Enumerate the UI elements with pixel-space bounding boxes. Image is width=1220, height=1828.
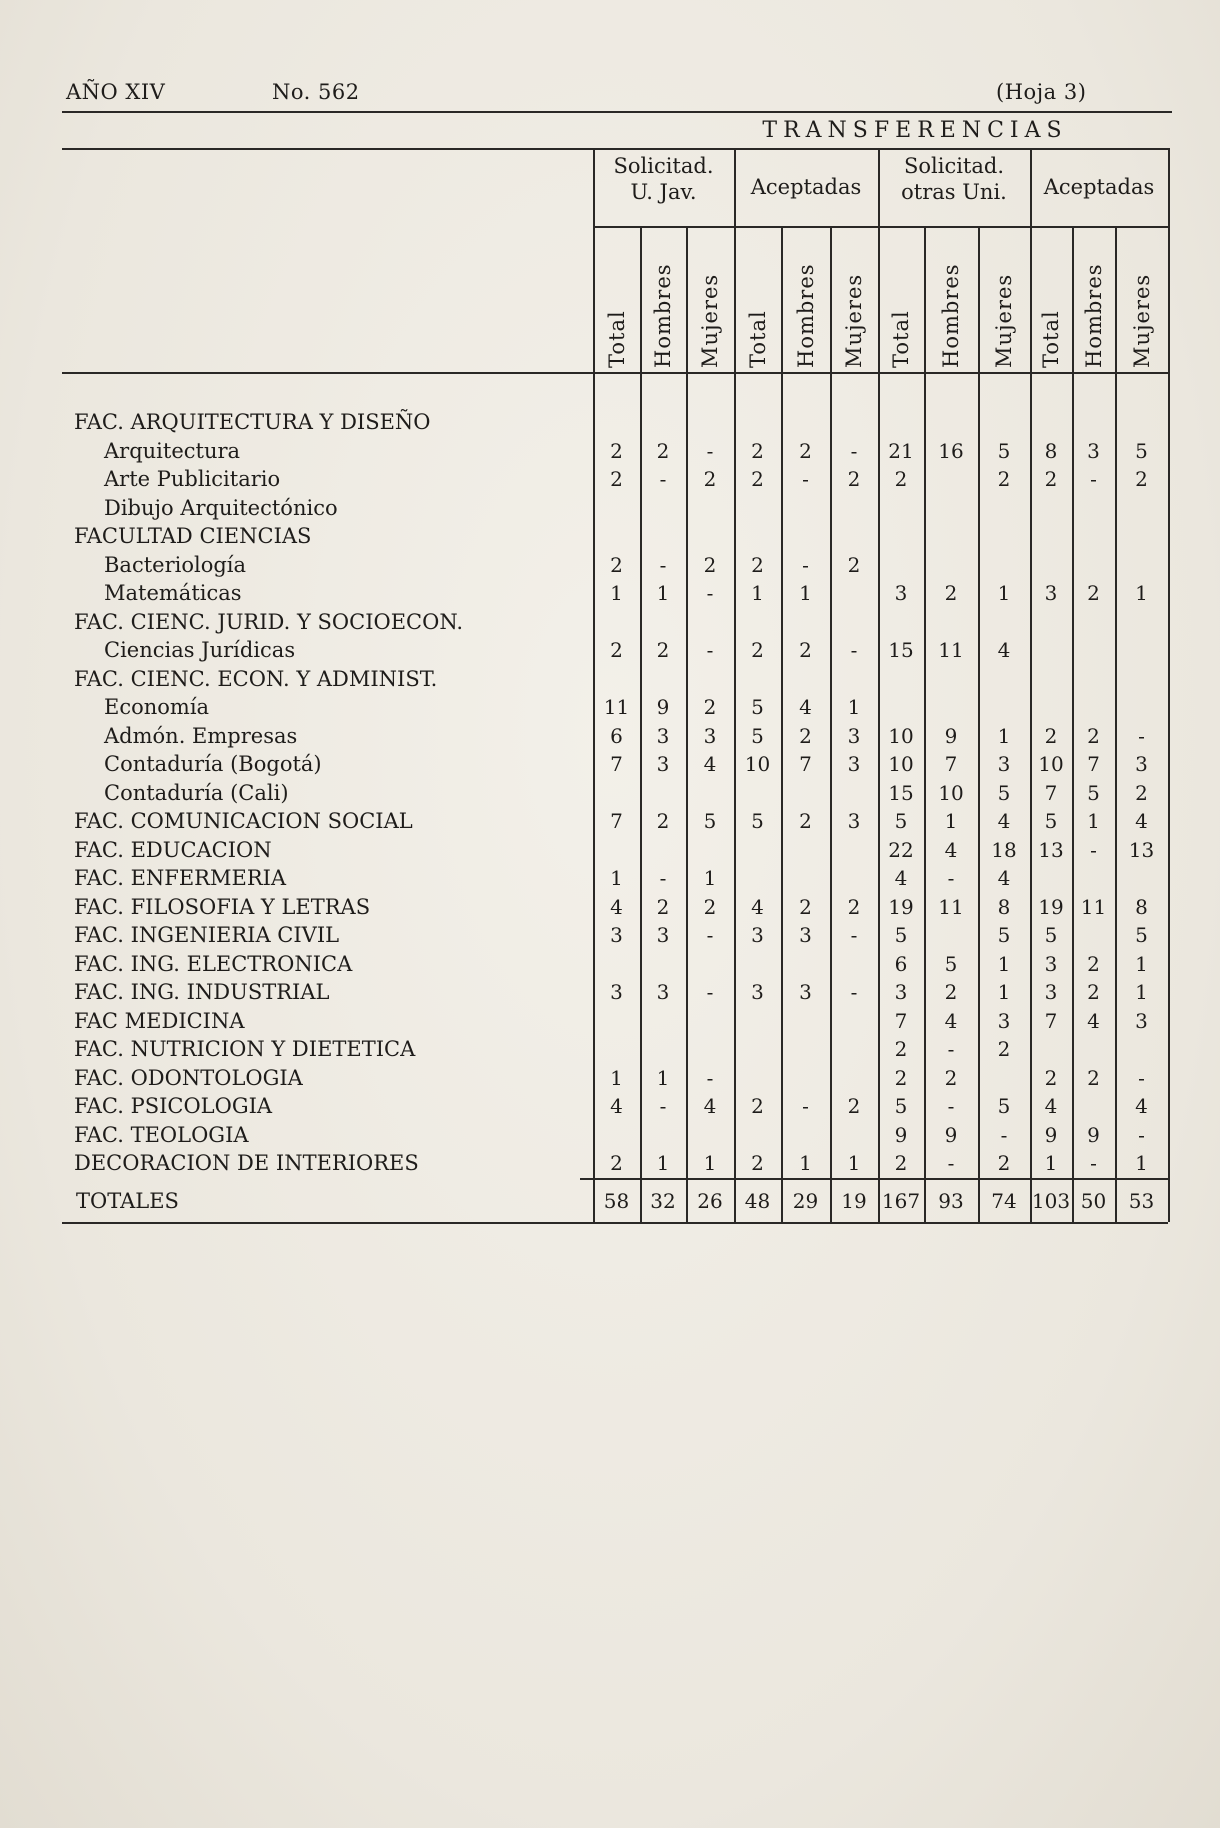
table-cell: - (706, 581, 714, 605)
table-cell: 11 (1080, 894, 1107, 919)
table-cell: 4 (1135, 1094, 1148, 1118)
table-cell: 4 (1087, 1008, 1100, 1033)
table-cell: 2 (847, 1094, 861, 1118)
table-cell: 1 (997, 723, 1011, 748)
table-cell: 3 (799, 980, 812, 1004)
table-cell: 1 (656, 1151, 670, 1175)
faculty-label: FAC MEDICINA (74, 1008, 245, 1033)
table-cell: 1 (1135, 980, 1148, 1004)
table-cell: 3 (656, 923, 670, 947)
table-cell: 10 (744, 752, 771, 776)
table-cell: 3 (997, 752, 1011, 776)
table-cell: 4 (703, 752, 717, 776)
table-cell: 2 (894, 1151, 908, 1175)
totals-cell: 50 (1080, 1189, 1107, 1213)
table-cell: 2 (751, 552, 764, 577)
table-cell: 2 (656, 438, 670, 463)
table-cell: 2 (997, 1151, 1011, 1175)
program-label: Contaduría (Cali) (104, 780, 289, 805)
table-cell: 1 (799, 581, 812, 605)
table-cell: 9 (894, 1122, 908, 1147)
subcolumn-header: Total (1039, 310, 1063, 368)
table-cell: 7 (610, 752, 623, 776)
table-cell: 2 (610, 552, 623, 577)
table-cell: 10 (888, 752, 914, 776)
table-cell: 5 (751, 695, 764, 719)
table-cell: 2 (751, 638, 764, 662)
table-cell: 2 (703, 467, 717, 491)
table-cell: 2 (703, 695, 717, 719)
table-cell: 2 (751, 438, 764, 463)
table-cell: 19 (888, 894, 914, 919)
faculty-label: FAC. ARQUITECTURA Y DISEÑO (74, 410, 431, 434)
table-cell: 9 (656, 695, 670, 719)
table-cell: - (1000, 1122, 1008, 1147)
table-cell: 2 (799, 894, 812, 919)
table-cell: 10 (938, 780, 964, 805)
table-cell: 1 (610, 581, 623, 605)
program-label: Admón. Empresas (104, 723, 298, 748)
totals-cell: 167 (881, 1189, 921, 1213)
table-cell: 1 (944, 809, 958, 833)
sheet-label: (Hoja 3) (996, 80, 1087, 104)
table-cell: 5 (944, 951, 958, 976)
table-cell: 2 (847, 894, 861, 919)
table-cell: - (802, 552, 809, 577)
table-cell: - (947, 866, 955, 890)
table-cell: - (850, 923, 858, 947)
table-cell: 2 (1044, 467, 1058, 491)
table-cell: 7 (610, 809, 623, 833)
table-cell: 2 (894, 1037, 908, 1061)
totals-cell: 103 (1031, 1189, 1071, 1213)
column-divider (781, 226, 783, 1222)
faculty-label: FAC. ING. ELECTRONICA (74, 951, 353, 976)
table-cell: 5 (894, 1094, 908, 1118)
table-cell: 11 (938, 894, 964, 919)
subcolumn-header: Hombres (1081, 263, 1106, 368)
table-cell: - (947, 1037, 955, 1061)
table-cell: 8 (1135, 894, 1148, 919)
table-cell: 19 (1038, 894, 1064, 919)
table-cell: 3 (997, 1008, 1011, 1033)
table-title: TRANSFERENCIAS (762, 118, 1068, 143)
table-cell: 4 (944, 1008, 958, 1033)
table-cell: 3 (894, 581, 908, 605)
table-cell: 2 (610, 638, 623, 662)
program-label: Arquitectura (104, 438, 241, 463)
group-header (878, 153, 1030, 206)
table-cell: 2 (799, 723, 812, 748)
table-cell: 5 (997, 923, 1011, 947)
group-divider (593, 148, 595, 1222)
table-cell: - (659, 552, 667, 577)
column-divider (924, 226, 926, 1222)
table-cell: - (1138, 723, 1145, 748)
table-cell: 1 (997, 581, 1011, 605)
column-divider (830, 226, 832, 1222)
table-cell: 2 (799, 438, 812, 463)
table-cell: 2 (1087, 581, 1100, 605)
table-cell: - (947, 1094, 955, 1118)
table-cell: 5 (1044, 809, 1058, 833)
subcolumn-header: Hombres (793, 263, 818, 368)
table-cell: 2 (799, 809, 812, 833)
group-header (734, 174, 878, 200)
table-cell: 2 (847, 552, 861, 577)
table-cell: - (850, 980, 858, 1004)
program-label: Economía (104, 695, 210, 719)
table-cell: 13 (1038, 837, 1064, 862)
table-cell: 9 (1044, 1122, 1058, 1147)
table-cell: 2 (799, 638, 812, 662)
faculty-label: FAC. ODONTOLOGIA (74, 1065, 303, 1090)
table-cell: 5 (894, 809, 908, 833)
table-cell: 3 (847, 809, 861, 833)
table-cell: 15 (888, 780, 914, 805)
table-cell: 3 (1135, 752, 1148, 776)
table-cell: 2 (944, 1065, 958, 1090)
group-divider (1168, 148, 1170, 1222)
table-cell: 2 (894, 467, 908, 491)
table-cell: 2 (997, 467, 1011, 491)
table-cell: - (659, 467, 667, 491)
table-cell: 5 (1087, 780, 1100, 805)
table-cell: 2 (610, 438, 623, 463)
table-cell: 3 (1087, 438, 1100, 463)
totals-cell: 26 (697, 1189, 723, 1213)
table-cell: 5 (997, 780, 1011, 805)
table-cell: 13 (1128, 837, 1155, 862)
group-header-line: Solicitad. (613, 154, 714, 178)
table-cell: 2 (610, 1151, 623, 1175)
group-divider (878, 148, 880, 1222)
faculty-label: FAC. CIENC. ECON. Y ADMINIST. (74, 666, 438, 691)
table-cell: 1 (751, 581, 764, 605)
table-cell: 3 (610, 980, 623, 1004)
faculty-label: FAC. INGENIERIA CIVIL (74, 923, 340, 947)
program-label: Matemáticas (104, 581, 242, 605)
table-cell: 1 (847, 695, 861, 719)
table-cell: - (850, 438, 858, 463)
table-cell: 4 (703, 1094, 717, 1118)
table-cell: 1 (656, 1065, 670, 1090)
totals-cell: 48 (744, 1189, 771, 1213)
table-cell: 1 (610, 1065, 623, 1090)
table-cell: 5 (1135, 923, 1148, 947)
totals-cell: 58 (603, 1189, 630, 1213)
table-cell: 2 (1135, 467, 1148, 491)
table-cell: 2 (847, 467, 861, 491)
table-cell: 4 (997, 809, 1011, 833)
table-cell: 21 (888, 438, 914, 463)
faculty-label: FAC. COMUNICACION SOCIAL (74, 809, 413, 833)
faculty-label: FACULTAD CIENCIAS (74, 524, 312, 548)
totals-cell: 53 (1128, 1189, 1155, 1213)
table-cell: 9 (944, 723, 958, 748)
table-cell: 1 (847, 1151, 861, 1175)
table-cell: - (850, 638, 858, 662)
table-cell: 9 (944, 1122, 958, 1147)
table-cell: 7 (1044, 1008, 1058, 1033)
table-cell: 7 (894, 1008, 908, 1033)
group-header (593, 153, 734, 206)
group-header-line: Solicitad. (903, 154, 1005, 178)
table-cell: - (706, 923, 714, 947)
subcolumn-header: Mujeres (698, 273, 722, 368)
table-cell: 1 (656, 581, 670, 605)
table-cell: - (947, 1151, 955, 1175)
table-cell: 2 (1135, 780, 1148, 805)
table-bottom-rule (62, 1222, 1168, 1224)
program-label: Dibujo Arquitectónico (104, 495, 338, 520)
table-cell: 1 (1135, 951, 1148, 976)
program-label: Bacteriología (104, 552, 247, 577)
table-cell: 4 (610, 894, 623, 919)
table-cell: 1 (1135, 1151, 1148, 1175)
group-header-line: otras Uni. (901, 180, 1007, 205)
header-bottom-rule (62, 372, 1168, 374)
table-cell: 16 (938, 438, 964, 463)
totals-cell: 74 (991, 1189, 1017, 1213)
table-cell: 1 (997, 980, 1011, 1004)
subcolumn-header: Hombres (651, 263, 675, 368)
table-cell: 3 (656, 723, 670, 748)
table-cell: 4 (944, 837, 958, 862)
table-cell: 2 (997, 1037, 1011, 1061)
table-cell: 3 (751, 923, 764, 947)
table-cell: 1 (1044, 1151, 1058, 1175)
table-cell: 3 (751, 980, 764, 1004)
group-header-rule (593, 226, 1168, 228)
table-cell: - (1138, 1065, 1145, 1090)
table-cell: 2 (1087, 723, 1100, 748)
faculty-label: FAC. PSICOLOGIA (74, 1094, 273, 1118)
table-cell: - (706, 638, 714, 662)
table-cell: 1 (1135, 581, 1148, 605)
table-cell: 4 (1044, 1094, 1058, 1118)
table-cell: 2 (703, 552, 717, 577)
table-cell: 1 (610, 866, 623, 890)
table-cell: 6 (894, 951, 908, 976)
table-cell: 10 (1038, 752, 1064, 776)
table-cell: 3 (610, 923, 623, 947)
table-top-rule (62, 148, 1168, 150)
table-cell: - (1090, 467, 1097, 491)
table-cell: 5 (894, 923, 908, 947)
table-cell: - (1090, 837, 1097, 862)
faculty-label: FAC. ING. INDUSTRIAL (74, 980, 330, 1004)
table-cell: 7 (799, 752, 812, 776)
table-cell: 2 (1087, 951, 1100, 976)
totals-cell: 93 (938, 1189, 964, 1213)
table-cell: - (706, 980, 714, 1004)
table-cell: 1 (703, 866, 717, 890)
table-cell: 2 (1087, 1065, 1100, 1090)
subcolumn-header: Mujeres (1129, 273, 1154, 368)
subcolumn-header: Total (889, 310, 913, 368)
table-cell: 10 (888, 723, 914, 748)
subcolumn-header: Hombres (939, 263, 963, 368)
subcolumn-header: Mujeres (992, 273, 1016, 368)
faculty-label: DECORACION DE INTERIORES (74, 1151, 419, 1175)
table-cell: 2 (751, 1094, 764, 1118)
faculty-label: FAC. NUTRICION Y DIETETICA (74, 1037, 416, 1061)
faculty-label: FAC. EDUCACION (74, 837, 272, 862)
group-divider (1030, 148, 1032, 1222)
table-cell: - (1138, 1122, 1145, 1147)
table-cell: 4 (894, 866, 908, 890)
table-cell: 2 (1044, 723, 1058, 748)
table-cell: - (706, 1065, 714, 1090)
totals-cell: 29 (792, 1189, 819, 1213)
table-cell: 2 (656, 809, 670, 833)
program-label: Ciencias Jurídicas (104, 638, 296, 662)
table-cell: 22 (888, 837, 914, 862)
table-cell: - (659, 866, 667, 890)
table-cell: 5 (703, 809, 717, 833)
table-cell: 2 (751, 1151, 764, 1175)
table-cell: 4 (997, 866, 1011, 890)
table-cell: - (802, 467, 809, 491)
table-cell: 7 (944, 752, 958, 776)
table-cell: 3 (656, 980, 670, 1004)
faculty-label: FAC. CIENC. JURID. Y SOCIOECON. (74, 609, 464, 634)
table-cell: 5 (997, 438, 1011, 463)
table-cell: 3 (703, 723, 717, 748)
table-cell: 1 (997, 951, 1011, 976)
table-cell: 2 (1044, 1065, 1058, 1090)
table-cell: 2 (703, 894, 717, 919)
column-divider (978, 226, 980, 1222)
table-cell: 3 (894, 980, 908, 1004)
table-cell: 2 (1087, 980, 1100, 1004)
table-cell: 4 (610, 1094, 623, 1118)
group-header-line: Aceptadas (750, 175, 862, 199)
year-label: AÑO XIV (66, 80, 166, 104)
subcolumn-header: Total (745, 310, 770, 368)
table-cell: 2 (944, 980, 958, 1004)
table-cell: 2 (751, 467, 764, 491)
faculty-label: FAC. ENFERMERIA (74, 866, 287, 890)
program-label: Contaduría (Bogotá) (104, 752, 322, 776)
table-cell: 8 (1044, 438, 1058, 463)
table-cell: 4 (997, 638, 1011, 662)
faculty-label: FAC. FILOSOFIA Y LETRAS (74, 894, 371, 919)
table-cell: 3 (1135, 1008, 1148, 1033)
group-header (1030, 174, 1168, 200)
table-cell: 18 (991, 837, 1017, 862)
table-cell: 4 (1135, 809, 1148, 833)
table-cell: 1 (703, 1151, 717, 1175)
table-cell: - (659, 1094, 667, 1118)
table-cell: 3 (1044, 980, 1058, 1004)
table-cell: - (802, 1094, 809, 1118)
table-cell: 2 (656, 894, 670, 919)
group-header-line: U. Jav. (630, 180, 697, 205)
table-cell: 11 (603, 695, 630, 719)
faculty-label: FAC. TEOLOGIA (74, 1122, 249, 1147)
table-cell: 6 (610, 723, 623, 748)
table-cell: 8 (997, 894, 1011, 919)
table-cell: 15 (888, 638, 914, 662)
table-cell: 5 (1135, 438, 1148, 463)
table-cell: 3 (799, 923, 812, 947)
table-cell: 11 (938, 638, 964, 662)
table-cell: 5 (997, 1094, 1011, 1118)
subcolumn-header: Total (604, 310, 629, 368)
table-cell: 1 (799, 1151, 812, 1175)
table-cell: 2 (610, 467, 623, 491)
table-cell: 5 (751, 809, 764, 833)
group-header-line: Aceptadas (1043, 175, 1155, 199)
table-cell: - (1090, 1151, 1097, 1175)
table-cell: 7 (1087, 752, 1100, 776)
table-cell: 4 (799, 695, 812, 719)
header-rule (62, 111, 1172, 113)
table-cell: 5 (751, 723, 764, 748)
totals-label: TOTALES (76, 1189, 179, 1213)
table-cell: 2 (894, 1065, 908, 1090)
table-cell: 2 (656, 638, 670, 662)
table-cell: 3 (1044, 581, 1058, 605)
table-cell: 9 (1087, 1122, 1100, 1147)
table-cell: 5 (1044, 923, 1058, 947)
table-cell: 3 (847, 752, 861, 776)
group-divider (734, 148, 736, 1222)
table-cell: 3 (1044, 951, 1058, 976)
table-cell: 3 (847, 723, 861, 748)
table-cell: 2 (944, 581, 958, 605)
table-cell: 7 (1044, 780, 1058, 805)
issue-number: No. 562 (272, 80, 360, 104)
table-cell: 3 (656, 752, 670, 776)
table-cell: 1 (1087, 809, 1100, 833)
table-cell: - (706, 438, 714, 463)
subcolumn-header: Mujeres (842, 273, 866, 368)
totals-cell: 19 (841, 1189, 867, 1213)
program-label: Arte Publicitario (104, 467, 281, 491)
table-cell: 4 (751, 894, 764, 919)
totals-cell: 32 (650, 1189, 676, 1213)
totals-rule (580, 1178, 1168, 1180)
